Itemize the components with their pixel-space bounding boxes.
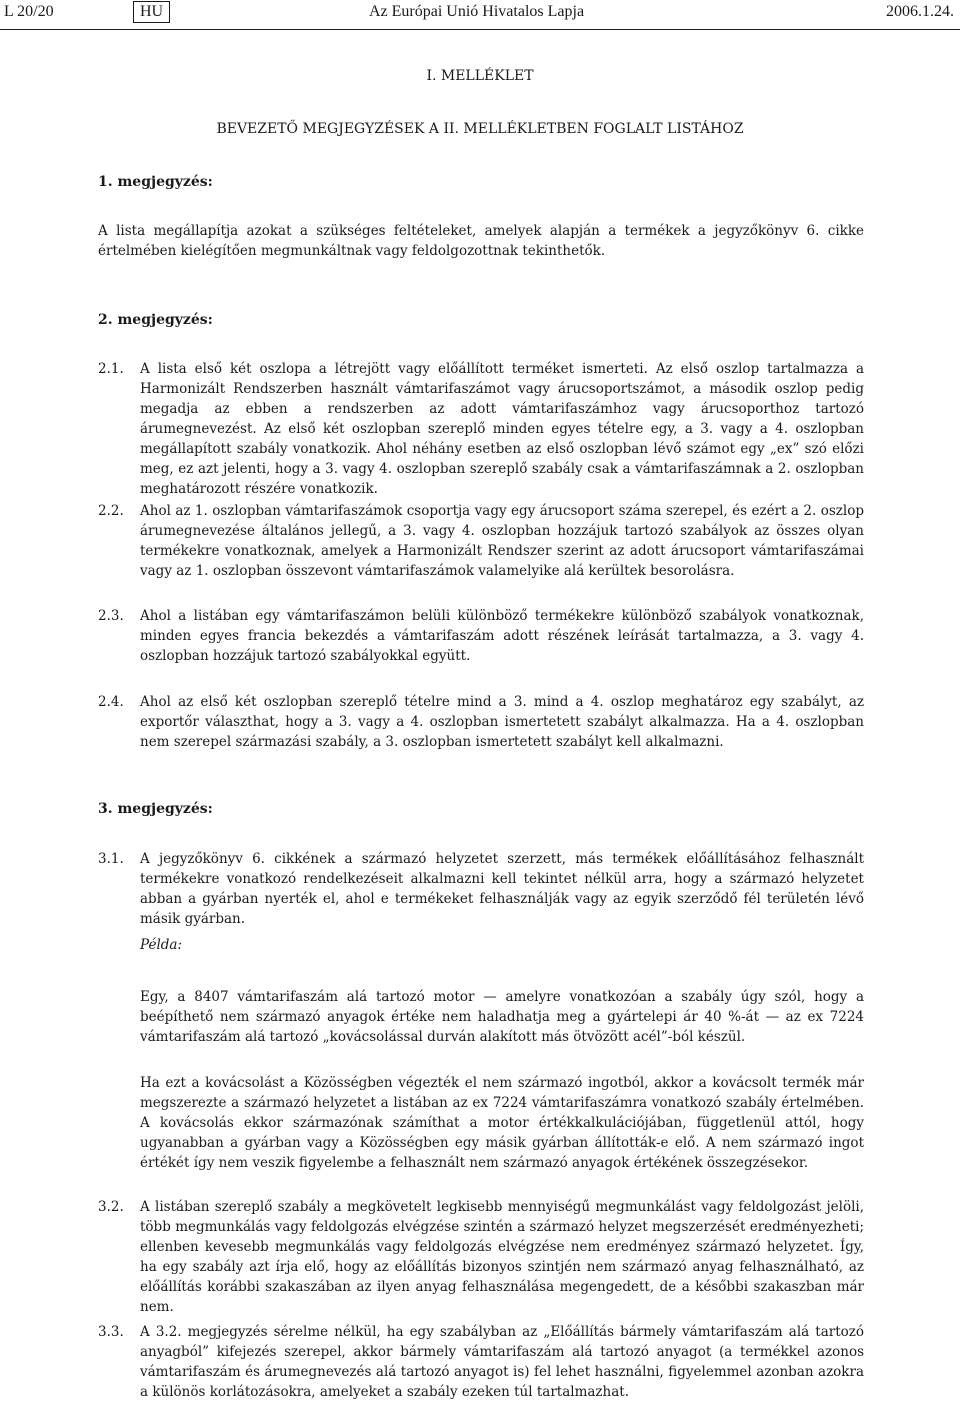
- item-number: 3.3.: [98, 1324, 124, 1340]
- item-text: Ahol a listában egy vámtarifaszámon belüli különböző termékekre különböző szabályok vonatkoznak, minden egyes francia bekezdés a vámtarifaszám adott részének leírását tartalmazza, a 3. vagy 4. oszlopban hozzájuk tartozó szabályokkal együtt.: [140, 608, 864, 664]
- item-text: A lista első két oszlopa a létrejött vagy előállított terméket ismerteti. Az első oszlop tartalmazza a Harmonizált Rendszerben használt vámtarifaszámot vagy árucsoportszámot, a második oszlop pedig megadja az ebben a rendszerben az adott vámtarifaszámhoz vagy árucsoporthoz tartozó árumegnevezést. Az első két oszlopban szereplő minden egyes tételre egy, a 3. vagy a 4. oszlopban megállapított szabály vonatkozik. Ahol néhány esetben az első oszlopban lévő számot egy „ex” szó előzi meg, ez azt jelenti, hogy a 3. vagy 4. oszlopban szereplő szabály csak a vámtarifaszámnak a 2. oszlopban meghatározott részére vonatkozik.: [140, 361, 864, 497]
- item-text: Ahol az 1. oszlopban vámtarifaszámok csoportja vagy egy árucsoport száma szerepel, és ezért a 2. oszlop árumegnevezése általános jellegű, a 3. vagy 4. oszlopban hozzájuk tartozó szabályok az összes olyan termékekre vonatkoznak, amelyek a Harmonizált Rendszer szerint az adott árucsoport vámtarifaszámai vagy az 1. oszlopban összevont vámtarifaszámok valamelyike alá kerültek besorolásra.: [140, 503, 864, 579]
- item-number: 3.1.: [98, 851, 124, 867]
- item-number: 2.2.: [98, 503, 124, 519]
- note-3-heading: 3. megjegyzés:: [98, 801, 213, 817]
- language-code-box: HU: [133, 1, 170, 23]
- header-rule: [0, 29, 960, 30]
- page-reference: L 20/20: [4, 3, 54, 20]
- item-text: A 3.2. megjegyzés sérelme nélkül, ha egy szabályban az „Előállítás bármely vámtarifaszám alá tartozó anyagból” kifejezés szerepel, akkor bármely vámtarifaszám alá tartozó anyagot (a termékkel azonos vámtarifaszám és árumegnevezés alá tartozó anyagot is) fel lehet használni, figyelemmel azonban azokra a különös korlátozásokra, amelyeket a szabály ezeken túl tartalmazhat.: [140, 1324, 864, 1400]
- journal-title: Az Európai Unió Hivatalos Lapja: [369, 3, 585, 20]
- example-label: Példa:: [140, 937, 183, 953]
- item-number: 2.1.: [98, 361, 124, 377]
- item-text: A listában szereplő szabály a megkövetelt legkisebb mennyiségű megmunkálást vagy feldolgozást jelöli, több megmunkálás vagy feldolgozás elvégzése szintén a származó helyzet megszerzését eredményezheti; ellenben kevesebb megmunkálás vagy feldolgozás elvégzése nem eredményez származó helyzetet. Így, ha egy szabály azt írja elő, hogy az előállítás bizonyos szintjén nem származó anyag felhasználható, az előállítás korábbi szakaszában az ilyen anyag felhasználása megengedett, de a későbbi szakaszban már nem.: [140, 1199, 864, 1315]
- journal-header: [0, 0, 960, 30]
- publication-date: 2006.1.24.: [886, 3, 954, 20]
- example-paragraph: Egy, a 8407 vámtarifaszám alá tartozó motor — amelyre vonatkozóan a szabály úgy szól, hogy a beépíthető nem származó anyagok értéke nem haladhatja meg a gyártelepi ár 40 %-át — az ex 7224 vámtarifaszám alá tartozó „kovácsolással durván alakított más ötvözött acél”-ból készül.: [140, 989, 864, 1045]
- example-paragraph: Ha ezt a kovácsolást a Közösségben végezték el nem származó ingotból, akkor a kovácsolt termék már megszerezte a származó helyzetet a listában az ex 7224 vámtarifaszámra vonatkozó szabály értelmében. A kovácsolás ekkor származónak számíthat a motor értékkalkulációjában, függetlenül attól, hogy ugyanabban a gyárban vagy a Közösségben egy másik gyárban állították-e elő. A nem származó ingot értékét így nem veszik figyelembe a felhasznált nem származó anyagok értékének összegzésekor.: [140, 1075, 864, 1171]
- item-number: 2.3.: [98, 608, 124, 624]
- annex-label: I. MELLÉKLET: [426, 68, 534, 84]
- item-number: 2.4.: [98, 694, 124, 710]
- note-2-heading: 2. megjegyzés:: [98, 312, 213, 328]
- item-number: 3.2.: [98, 1199, 124, 1215]
- note-1-heading: 1. megjegyzés:: [98, 174, 213, 190]
- item-text: Ahol az első két oszlopban szereplő tételre mind a 3. mind a 4. oszlop meghatároz egy szabályt, az exportőr választhat, hogy a 3. vagy a 4. oszlopban ismertetett szabályt alkalmazza. Ha a 4. oszlopban nem szerepel származási szabály, a 3. oszlopban ismertetett szabályt kell alkalmazni.: [140, 694, 864, 750]
- note-1-text: A lista megállapítja azokat a szükséges feltételeket, amelyek alapján a termékek a jegyzőkönyv 6. cikke értelmében kielégítően megmunkáltnak vagy feldolgozottnak tekinthetők.: [98, 223, 864, 259]
- item-text: A jegyzőkönyv 6. cikkének a származó helyzetet szerzett, más termékek előállításához felhasznált termékekre vonatkozó rendelkezéseit alkalmazni kell tekintet nélkül arra, hogy a származó helyzetet abban a gyárban nyerték el, ahol e termékeket felhasználják vagy az egyik szerződő fél területén lévő másik gyárban.: [140, 851, 864, 927]
- annex-title: BEVEZETŐ MEGJEGYZÉSEK A II. MELLÉKLETBEN FOGLALT LISTÁHOZ: [216, 121, 744, 137]
